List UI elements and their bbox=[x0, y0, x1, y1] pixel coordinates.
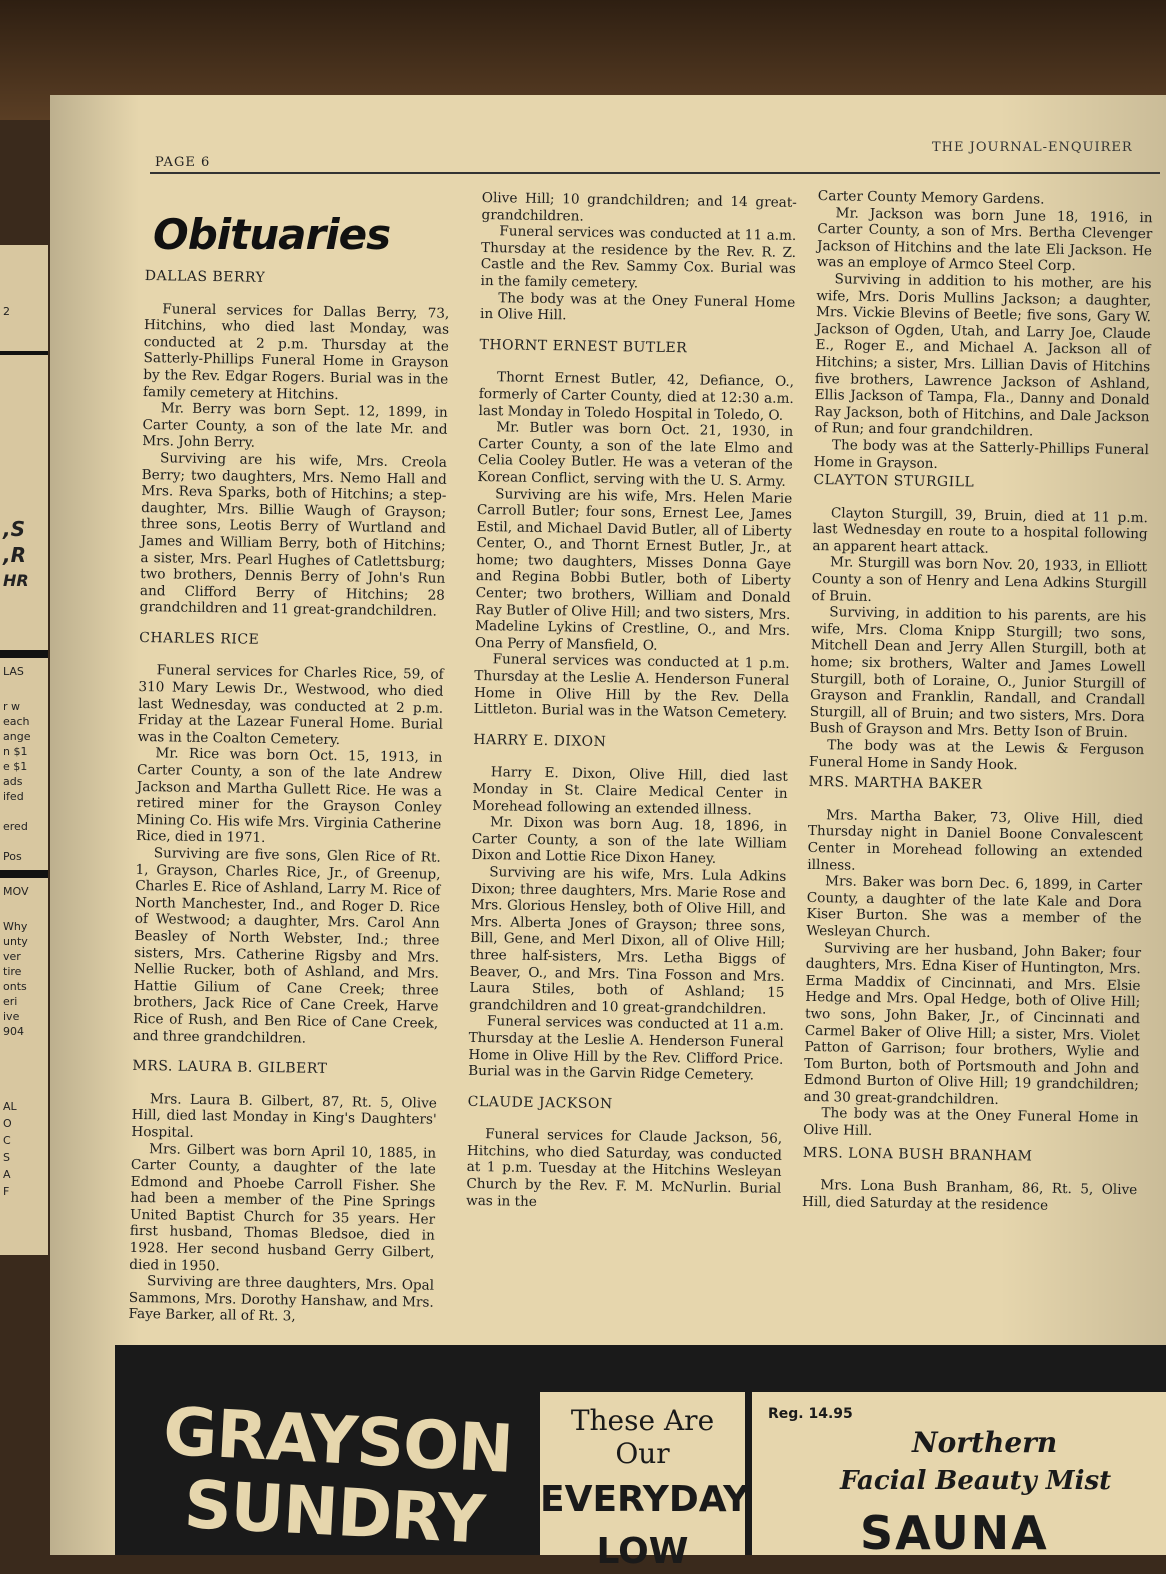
obituary-paragraph: Mrs. Lona Bush Branham, 86, Rt. 5, Olive Hill, died Saturday at the residence bbox=[801, 1177, 1138, 1214]
obituary-paragraph: Funeral services for Dallas Berry, 73, Hitchins, who died last Monday, was conducted at 2 p.m. Thursday at the Satterly-Phillips Funeral Home in Grayson by the Rev. Edgar Rogers. Burial was in the family cemetery at Hitchins. bbox=[142, 300, 450, 403]
obituary-name: CLAUDE JACKSON bbox=[467, 1093, 613, 1112]
edge-fragment: ,R bbox=[3, 543, 26, 567]
edge-fragment: n $1 bbox=[3, 745, 28, 758]
obituary-paragraph: The body was at the Lewis & Ferguson Funeral Home in Sandy Hook. bbox=[808, 737, 1145, 773]
edge-fragment: AL bbox=[3, 1100, 17, 1113]
obituary-paragraph: Surviving in addition to his mother, are his wife, Mrs. Doris Mullins Jackson; a daughter, Mrs. Vickie Blevins of Beetle; five sons, Gary W. Jackson of Ogden, Utah, and Larry Joe, Claude E., Roger E., and Michael A. Jackson all of Hitchins; a sister, Mrs. Lillian Davis of Hitchins five brothers, Lawrence Jackson of Ashland, Ellis Jackson of Tampa, Fla., Danny and Donald Ray Jackson, both of Hitchins, and Dale Jackson of Run; and four grandchildren. bbox=[814, 271, 1152, 440]
obituary-paragraph: Mr. Rice was born Oct. 15, 1913, in Carter County, a son of the late Andrew Jackson and Martha Gullett Rice. He was a retired miner for the Grayson Conley Mining Co. His wife Mrs. Virginia Catherine Rice, died in 1971. bbox=[135, 745, 443, 847]
edge-fragment: 2 bbox=[3, 305, 10, 318]
edge-fragment: ,S bbox=[3, 517, 26, 541]
edge-fragment: ered bbox=[3, 820, 28, 833]
edge-fragment: unty bbox=[3, 935, 28, 948]
obituary-paragraph: Mr. Berry was born Sept. 12, 1899, in Carter County, a son of the late Mr. and Mrs. John Berry. bbox=[142, 400, 448, 452]
edge-rule bbox=[0, 351, 48, 355]
edge-fragment: tire bbox=[3, 965, 22, 978]
obituary-paragraph: Mrs. Laura B. Gilbert, 87, Rt. 5, Olive Hill, died last Monday in King's Daughters' Hospital. bbox=[131, 1090, 438, 1141]
edge-fragment: each bbox=[3, 715, 30, 728]
obituary-paragraph: Mr. Sturgill was born Nov. 20, 1933, in Elliott County a son of Henry and Lena Adkins Sturgill of Bruin. bbox=[811, 554, 1148, 605]
ad-text: Northern bbox=[912, 1426, 1058, 1459]
page-number: PAGE 6 bbox=[155, 155, 211, 170]
edge-fragment: F bbox=[3, 1185, 10, 1198]
ad-price: Reg. 14.95 bbox=[768, 1406, 853, 1422]
obituary-paragraph: Funeral services was conducted at 11 a.m. Thursday at the residence by the Rev. R. Z. Castle and the Rev. Sammy Cox. Burial was in the family cemetery. bbox=[480, 223, 797, 292]
edge-fragment: e $1 bbox=[3, 760, 28, 773]
obituary-paragraph: Funeral services was conducted at 11 a.m. Thursday at the Leslie A. Henderson Funeral Home in Olive Hill by the Rev. Clifford Price. Burial was in the Garvin Ridge Cemetery. bbox=[468, 1013, 785, 1084]
edge-fragment: r w bbox=[3, 700, 21, 713]
obituary-paragraph: Mr. Butler was born Oct. 21, 1930, in Carter County, a son of the late Elmo and Celia Cooley Butler. He was a veteran of the Korean Conflict, serving with the U. S. Army. bbox=[477, 419, 794, 490]
edge-fragment: HR bbox=[3, 571, 29, 590]
obituary-paragraph: Carter County Memory Gardens. bbox=[817, 188, 1045, 208]
ad-headline: EVERYDAY bbox=[540, 1479, 750, 1520]
edge-fragment: eri bbox=[3, 995, 18, 1008]
obituary-name: DALLAS BERRY bbox=[144, 268, 266, 286]
edge-fragment: ifed bbox=[3, 790, 24, 803]
edge-fragment: O bbox=[3, 1117, 12, 1130]
edge-fragment: ads bbox=[3, 775, 23, 788]
edge-fragment: LAS bbox=[3, 665, 24, 678]
obituary-paragraph: Surviving are three daughters, Mrs. Opal Sammons, Mrs. Dorothy Hanshaw, and Mrs. Faye Barker, all of Rt. 3, bbox=[128, 1273, 435, 1325]
obituary-name: MRS. LAURA B. GILBERT bbox=[132, 1058, 328, 1078]
obituary-paragraph: The body was at the Satterly-Phillips Funeral Home in Grayson. bbox=[813, 437, 1150, 472]
obituary-paragraph: Harry E. Dixon, Olive Hill, died last Monday in St. Claire Medical Center in Morehead following an extended illness. bbox=[472, 764, 788, 818]
obituary-name: HARRY E. DIXON bbox=[473, 731, 607, 750]
edge-fragment: MOV bbox=[3, 885, 29, 898]
everyday-low-ad bbox=[540, 1392, 750, 1572]
edge-rule bbox=[0, 870, 48, 878]
obituary-paragraph: Funeral services for Charles Rice, 59, of 310 Mary Lewis Dr., Westwood, who died last Wednesday, was conducted at 2 p.m. Friday at the Lazear Funeral Home. Burial was in the Coalton Cemetery. bbox=[137, 662, 444, 748]
edge-fragment: Why bbox=[3, 920, 28, 933]
obituary-paragraph: Surviving are his wife, Mrs. Helen Marie Carroll Butler; four sons, Ernest Lee, James Estil, and Michael David Butler, all of Liberty Center, O., and Thornt Ernest Butler, Jr., at home; two daughters, Misses Donna Gaye and Regina Bobbi Butler, both of Liberty Center; two brothers, William and Donald Ray Butler of Olive Hill; and two sisters, Mrs. Madeline Lykins of Crestline, O., and Mrs. Ona Perry of Mansfield, O. bbox=[474, 485, 793, 654]
ad-headline: LOW bbox=[596, 1531, 689, 1572]
edge-fragment: A bbox=[3, 1168, 11, 1181]
obituary-paragraph: The body was at the Oney Funeral Home in Olive Hill. bbox=[479, 289, 796, 324]
ad-headline: SUNDRY bbox=[182, 1465, 487, 1559]
newspaper-name: THE JOURNAL-ENQUIRER bbox=[932, 140, 1133, 155]
obituary-paragraph: Surviving are his wife, Mrs. Creola Berry; two daughters, Mrs. Nemo Hall and Mrs. Reva Sparks, both of Hitchins; a step-daughter, Mrs. Billie Waugh of Grayson; three sons, Leotis Berry of Wurtland and James and William Berry, both of Hitchins; a sister, Mrs. Pearl Hughes of Catlettsburg; two brothers, Dennis Berry of John's Run and Clifford Berry of Hitchins; 28 grandchildren and 11 great-grandchildren. bbox=[139, 450, 448, 620]
obituary-paragraph: Olive Hill; 10 grandchildren; and 14 great-grandchildren. bbox=[481, 190, 797, 225]
edge-fragment: ange bbox=[3, 730, 31, 743]
ad-text: Facial Beauty Mist bbox=[840, 1466, 1112, 1496]
adjacent-page-edge bbox=[0, 245, 48, 1255]
header-rule bbox=[150, 172, 1160, 174]
edge-fragment: S bbox=[3, 1151, 10, 1164]
facial-mist-sauna-ad bbox=[752, 1392, 1166, 1555]
obituary-paragraph: Mrs. Baker was born Dec. 6, 1899, in Carter County, a daughter of the late Kale and Dora Kiser Burton. She was a member of the Wesleyan Church. bbox=[806, 873, 1143, 941]
obituary-paragraph: Surviving are his wife, Mrs. Lula Adkins Dixon; three daughters, Mrs. Marie Rose and Mrs. Glorious Hensley, both of Olive Hill, and Mrs. Alberta Jones of Grayson; three sons, Bill, Gene, and Merl Dixon, all of Olive Hill; three half-sisters, Mrs. Letha Biggs of Beaver, O., and Mrs. Tina Fosson and Mrs. Laura Stiles, both of Ashland; 15 grandchildren and 10 great-grandchildren. bbox=[469, 864, 787, 1018]
column-2 bbox=[466, 190, 797, 1214]
obituary-paragraph: Surviving are five sons, Glen Rice of Rt. 1, Grayson, Charles Rice, Jr., of Greenup, Charles E. Rice of Ashland, Larry M. Rice of North Manchester, Ind., and Roger D. Rice of Westwood; a daughter, Mrs. Carol Ann Beasley of North Webster, Ind.; three sisters, Mrs. Catherine Rigsby and Mrs. Nellie Rucker, both of Ashland, and Mrs. Hattie Gilium of Cane Creek; three brothers, Jack Rice of Cane Creek, Harve Rice of Rush, and Ben Rice of Cane Creek, and three grandchildren. bbox=[132, 845, 441, 1047]
obituary-paragraph: Mr. Jackson was born June 18, 1916, in Carter County, a son of Mrs. Bertha Clevenger Jackson of Hitchins and the late Eli Jackson. He was an employe of Armco Steel Corp. bbox=[816, 204, 1153, 275]
edge-fragment: 904 bbox=[3, 1025, 24, 1038]
column-3 bbox=[802, 188, 1153, 1216]
grayson-sundry-ad bbox=[142, 1392, 529, 1559]
edge-fragment: C bbox=[3, 1134, 11, 1147]
obituary-name: MRS. MARTHA BAKER bbox=[808, 774, 983, 793]
obituary-paragraph: Funeral services was conducted at 1 p.m. Thursday at the Leslie A. Henderson Funeral Home in Olive Hill by the Rev. Della Littleton. Burial was in the Watson Cemetery. bbox=[473, 651, 790, 723]
edge-fragment: onts bbox=[3, 980, 27, 993]
edge-fragment: ver bbox=[3, 950, 21, 963]
obituary-paragraph: Surviving, in addition to his parents, are his wife, Mrs. Cloma Knipp Sturgill; two sons, Mitchell Dean and Jerry Allen Sturgill, both at home; six brothers, Walter and James Lowell Sturgill, both of Loraine, O., Junior Sturgill of Grayson and Franklin, Randall, and Crandall Sturgill, all of Bruin; and two sisters, Mrs. Dora Bush of Grayson and Mrs. Betty Ison of Bruin. bbox=[809, 604, 1147, 742]
edge-fragment: ive bbox=[3, 1010, 20, 1023]
obituary-name: CHARLES RICE bbox=[139, 629, 260, 648]
obituary-paragraph: Funeral services for Claude Jackson, 56, Hitchins, who died Saturday, was conducted at 1 p.m. Tuesday at the Hitchins Wesleyan Church by the Rev. F. M. McNurlin. Burial was in the bbox=[465, 1126, 783, 1210]
obituary-paragraph: Mrs. Martha Baker, 73, Olive Hill, died Thursday night in Daniel Boone Convalescent Center in Morehead following an extended illness. bbox=[807, 806, 1144, 874]
obituary-paragraph: Thornt Ernest Butler, 42, Defiance, O., formerly of Carter County, died at 12:30 a.m. last Monday in Toledo Hospital in Toledo, O. bbox=[478, 369, 795, 424]
obituary-paragraph: Surviving are her husband, John Baker; four daughters, Mrs. Edna Kiser of Huntington, Mrs. Erma Maddix of Cincinnati, and Mrs. Elsie Hedge and Mrs. Opal Hedge, both of Olive Hill; two sons, John Baker, Jr., of Cincinnati and Carmel Baker of Olive Hill; a sister, Mrs. Violet Patton of Garrison; four brothers, Wylie and Tom Burton, both of Portsmouth and John and Edmond Burton of Olive Hill; 19 grandchildren; and 30 great-grandchildren. bbox=[803, 939, 1142, 1108]
ad-headline: GRAYSON bbox=[161, 1392, 515, 1488]
obituary-name: MRS. LONA BUSH BRANHAM bbox=[802, 1144, 1033, 1165]
obituary-paragraph: Mr. Dixon was born Aug. 18, 1896, in Carter County, a son of the late William Dixon and Lottie Rice Dixon Haney. bbox=[471, 814, 788, 868]
obituary-name: THORNT ERNEST BUTLER bbox=[479, 336, 688, 356]
edge-fragment: Pos bbox=[3, 850, 22, 863]
ad-headline: SAUNA bbox=[860, 1506, 1049, 1555]
obituary-paragraph: The body was at the Oney Funeral Home in Olive Hill. bbox=[803, 1105, 1139, 1140]
section-title: Obituaries bbox=[153, 210, 391, 259]
obituary-name: CLAYTON STURGILL bbox=[813, 472, 975, 491]
obituary-paragraph: Mrs. Gilbert was born April 10, 1885, in Carter County, a daughter of the late Edmond and Phoebe Carroll Fisher. She had been a member of the Pine Springs United Baptist Church for 35 years. Her first husband, Thomas Bledsoe, died in 1928. Her second husband Gerry Gilbert, died in 1950. bbox=[129, 1140, 437, 1274]
edge-rule bbox=[0, 650, 48, 658]
obituary-paragraph: Clayton Sturgill, 39, Bruin, died at 11 p.m. last Wednesday en route to a hospital following an apparent heart attack. bbox=[812, 504, 1148, 557]
column-1 bbox=[128, 268, 450, 1328]
ad-text: These Are Our bbox=[570, 1404, 715, 1470]
